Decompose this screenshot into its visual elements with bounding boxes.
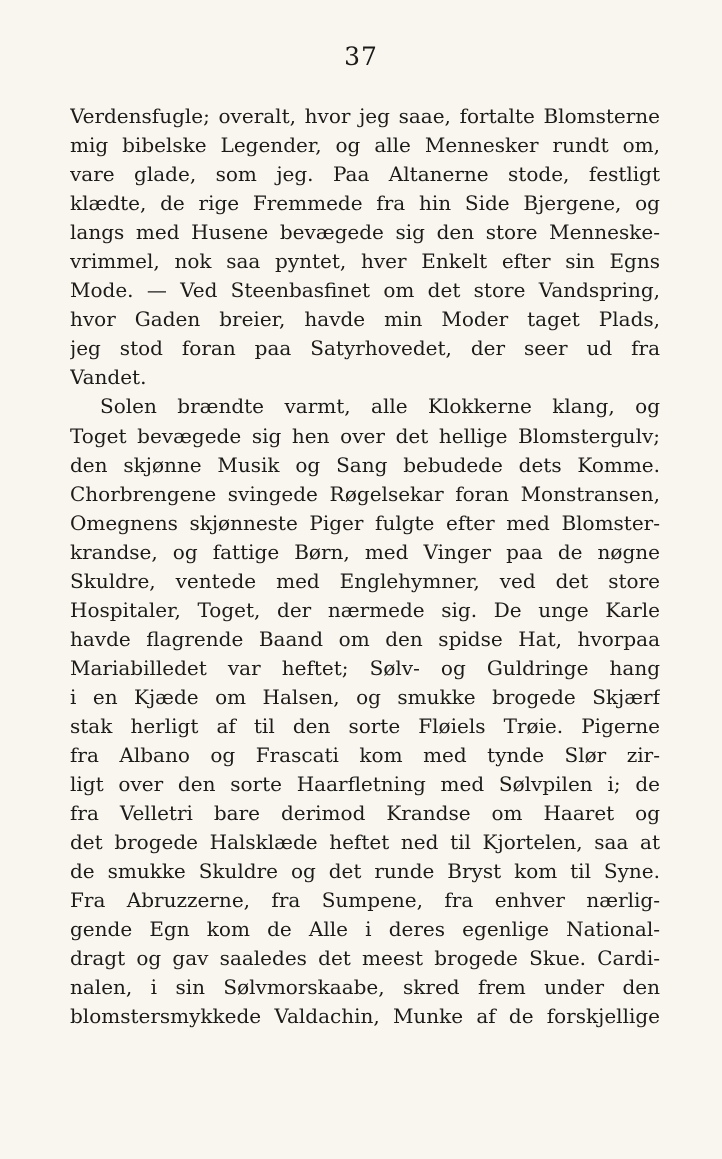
text-line: stak herligt af til den sorte Fløiels Trøie. Pigerne xyxy=(70,713,660,738)
text-line: vare glade, som jeg. Paa Altanerne stode, festligt xyxy=(70,162,660,187)
text-line: Hospitaler, Toget, der nærmede sig. De unge Karle xyxy=(70,597,660,622)
text-line: langs med Husene bevægede sig den store Menneske- xyxy=(70,220,660,245)
text-line: ligt over den sorte Haarfletning med Sølvpilen i; de xyxy=(70,772,660,797)
text-line: vrimmel, nok saa pyntet, hver Enkelt efter sin Egns xyxy=(70,249,660,274)
text-line: Toget bevægede sig hen over det hellige Blomstergulv; xyxy=(70,423,660,448)
text-line: det brogede Halsklæde heftet ned til Kjortelen, saa at xyxy=(70,830,660,855)
text-line: fra Albano og Frascati kom med tynde Slør zir- xyxy=(70,743,660,768)
text-line: den skjønne Musik og Sang bebudede dets Komme. xyxy=(70,452,660,477)
text-line: havde flagrende Baand om den spidse Hat, hvorpaa xyxy=(70,626,660,651)
page-number: 37 xyxy=(344,42,378,71)
text-line: Mode. — Ved Steenbasfinet om det store Vandspring, xyxy=(70,278,660,303)
text-line: Omegnens skjønneste Piger fulgte efter med Blomster- xyxy=(70,510,660,535)
text-line: jeg stod foran paa Satyrhovedet, der seer ud fra xyxy=(70,336,660,361)
text-line: nalen, i sin Sølvmorskaabe, skred frem under den xyxy=(70,975,660,1000)
text-line: Fra Abruzzerne, fra Sumpene, fra enhver nærlig- xyxy=(70,888,660,913)
text-line: Vandet. xyxy=(70,365,147,390)
text-line: blomstersmykkede Valdachin, Munke af de forskjellige xyxy=(70,1004,660,1029)
text-line: i en Kjæde om Halsen, og smukke brogede Skjærf xyxy=(70,684,660,709)
text-line: fra Velletri bare derimod Krandse om Haaret og xyxy=(70,801,660,826)
paragraph-start-line: Solen brændte varmt, alle Klokkerne klang, og xyxy=(100,394,660,419)
text-line: Skuldre, ventede med Englehymner, ved det store xyxy=(70,568,660,593)
text-line: mig bibelske Legender, og alle Mennesker rundt om, xyxy=(70,133,660,158)
text-line: de smukke Skuldre og det runde Bryst kom til Syne. xyxy=(70,859,660,884)
text-line: gende Egn kom de Alle i deres egenlige National- xyxy=(70,917,660,942)
text-line: dragt og gav saaledes det meest brogede Skue. Cardi- xyxy=(70,946,660,971)
text-line: hvor Gaden breier, havde min Moder taget Plads, xyxy=(70,307,660,332)
text-line: klædte, de rige Fremmede fra hin Side Bjergene, og xyxy=(70,191,660,216)
text-line: krandse, og fattige Børn, med Vinger paa de nøgne xyxy=(70,539,660,564)
body-text xyxy=(70,102,660,1032)
text-line: Mariabilledet var heftet; Sølv- og Guldringe hang xyxy=(70,655,660,680)
text-line: Verdensfugle; overalt, hvor jeg saae, fortalte Blomsterne xyxy=(70,104,660,128)
text-line: Chorbrengene svingede Røgelsekar foran Monstransen, xyxy=(70,481,660,506)
